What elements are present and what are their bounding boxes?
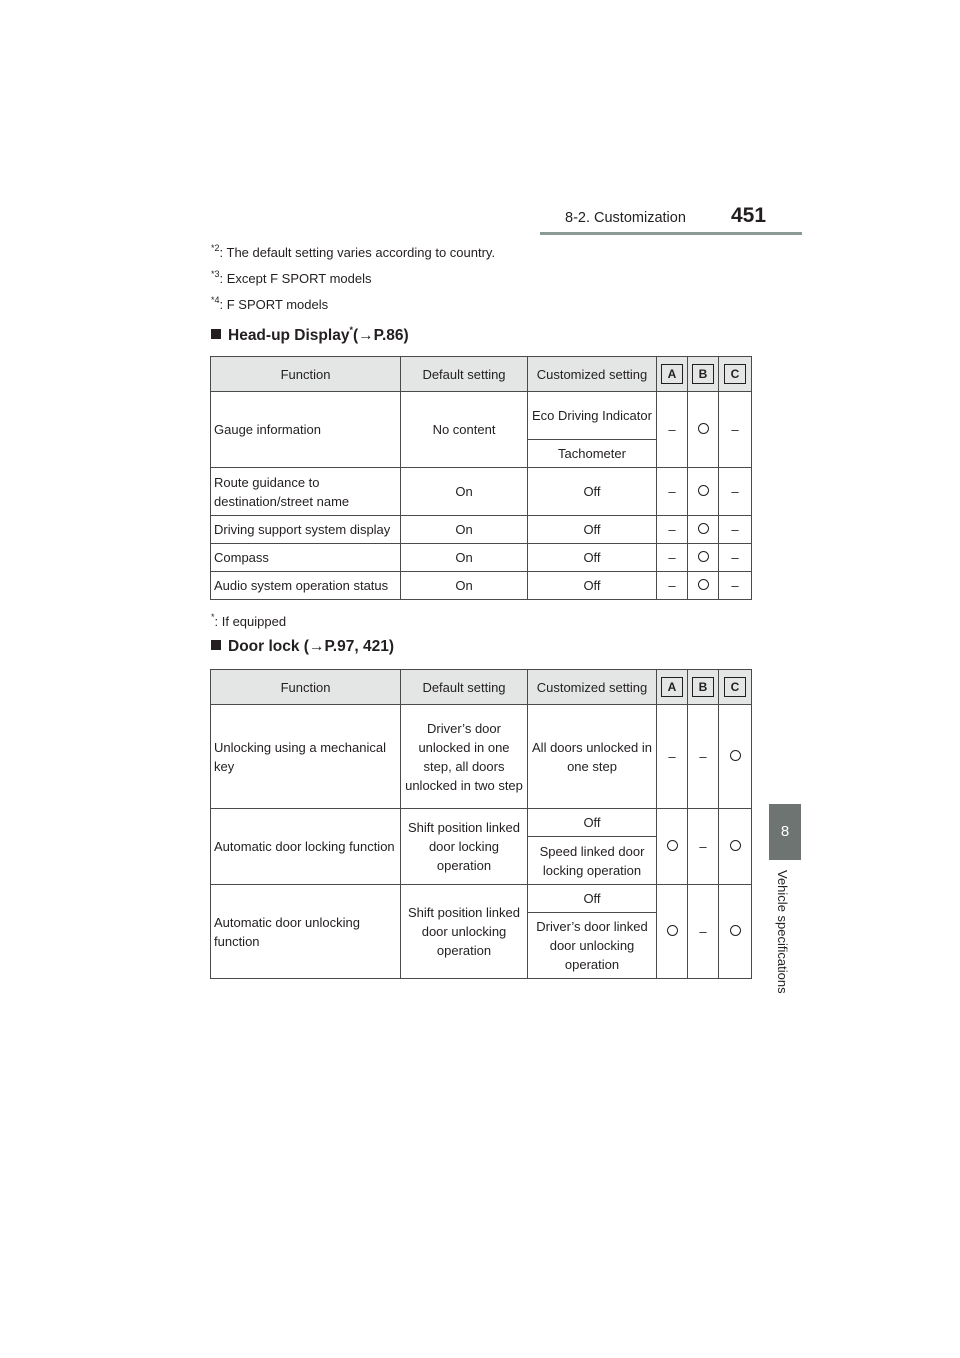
table-row: Automatic door locking function Shift position linked door locking operation Off – <box>211 809 752 837</box>
circle-icon <box>667 840 678 851</box>
chapter-tab[interactable]: 8 <box>769 804 801 860</box>
col-default: Default setting <box>401 670 528 705</box>
col-b: B <box>688 670 719 705</box>
col-b: B <box>688 357 719 392</box>
table-row: Driving support system display On Off – – <box>211 516 752 544</box>
hud-footnote: *: If equipped <box>211 612 287 629</box>
table-header-row <box>211 670 752 705</box>
col-a: A <box>657 670 688 705</box>
page-header <box>540 204 802 234</box>
table-header-row <box>211 357 752 392</box>
section-title: 8-2. Customization <box>565 210 686 226</box>
col-c: C <box>719 670 752 705</box>
doorlock-table <box>210 669 752 979</box>
header-rule <box>540 232 802 235</box>
bullet-square-icon <box>211 640 221 650</box>
footnote-3: $^{*3}$: Except F SPORT models <box>211 269 372 286</box>
circle-icon <box>698 485 709 496</box>
doorlock-heading: Door lock (→P.97, 421) <box>211 638 394 656</box>
circle-icon <box>730 840 741 851</box>
table-row: Tachometer <box>211 440 752 468</box>
table-row: Gauge information No content Eco Driving Indicator – – <box>211 392 752 440</box>
col-default: Default setting <box>401 357 528 392</box>
col-c: C <box>719 357 752 392</box>
circle-icon <box>730 750 741 761</box>
circle-icon <box>698 551 709 562</box>
table-row: Automatic door unlocking function Shift position linked door unlocking operation Off – <box>211 885 752 913</box>
table-row: Compass On Off – – <box>211 544 752 572</box>
col-custom: Customized setting <box>528 670 657 705</box>
circle-icon <box>698 579 709 590</box>
circle-icon <box>698 423 709 434</box>
col-custom: Customized setting <box>528 357 657 392</box>
hud-heading: Head-up Display*(→P.86) <box>211 325 409 345</box>
circle-icon <box>667 925 678 936</box>
table-row: Unlocking using a mechanical key Driver’s door unlocked in one step, all doors unlocked in two step All doors unlocked in one step – – <box>211 705 752 809</box>
hud-table <box>210 356 752 600</box>
col-a: A <box>657 357 688 392</box>
circle-icon <box>730 925 741 936</box>
footnote-4: $^{*4}$: F SPORT models <box>211 295 329 312</box>
footnote-2: $^{*2}$: The default setting varies according to country. <box>211 243 496 260</box>
col-function: Function <box>211 357 401 392</box>
circle-icon <box>698 523 709 534</box>
col-function: Function <box>211 670 401 705</box>
page-number: 451 <box>731 204 767 227</box>
table-row: Audio system operation status On Off – – <box>211 572 752 600</box>
bullet-square-icon <box>211 329 221 339</box>
table-row: Route guidance to destination/street name On Off – – <box>211 468 752 516</box>
table-row: Driver’s door linked door unlocking operation <box>211 913 752 979</box>
table-row: Speed linked door locking operation <box>211 837 752 885</box>
chapter-label: Vehicle specifications <box>775 870 790 994</box>
